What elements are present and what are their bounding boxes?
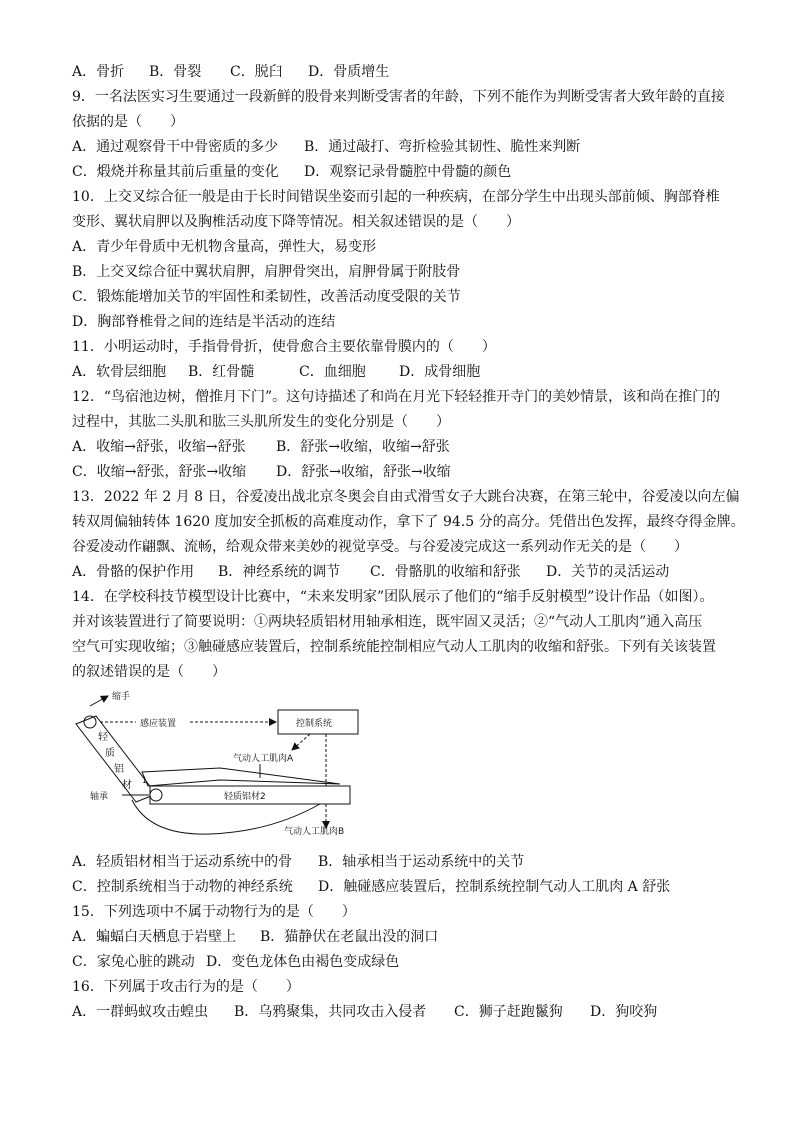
q13-option-b: B．神经系统的调节 [218, 564, 341, 580]
q13-stem-line-2: 转双周偏轴转体 1620 度加安全抓板的高难度动作，拿下了 94.5 分的高分。凭借出色发挥，最终夺得金牌。 [72, 514, 745, 530]
q8-option-d: D．骨质增生 [308, 64, 390, 80]
q8-option-a: A．骨折 [72, 64, 125, 80]
q16-option-c: C．狮子赶跑鬣狗 [454, 1004, 563, 1020]
q14-option-b: B．轴承相当于运动系统中的关节 [318, 854, 525, 870]
q11-stem-line-1: 11．小明运动时，手指骨骨折，使骨愈合主要依靠骨膜内的（ ） [72, 339, 496, 355]
q15-option-c: C．家兔心脏的跳动 [72, 954, 195, 970]
q16-option-a: A．一群蚂蚁攻击蝗虫 [72, 1004, 209, 1020]
q12-stem-line-2: 过程中，其肱二头肌和肱三头肌所发生的变化分别是（ ） [72, 414, 450, 430]
control-system-label: 控制系统 [296, 719, 333, 729]
bar1-char-5: 1 [142, 776, 148, 785]
q11-option-d: D．成骨细胞 [399, 364, 481, 380]
q14-stem-line-3: 空气可实现收缩；③触碰感应装置后，控制系统能控制相应气动人工肌肉的收缩和舒张。下列有关该装置 [72, 639, 716, 655]
q9-option-d: D．观察记录骨髓腔中骨髓的颜色 [304, 164, 512, 180]
q12-option-c: C．收缩→舒张，舒张→收缩 [72, 464, 247, 480]
muscle-b-label: 气动人工肌肉B [284, 827, 345, 837]
q11-option-b: B．红骨髓 [188, 364, 255, 380]
bar1-char-4: 材 [122, 780, 132, 791]
q10-stem-line-1: 10．上交叉综合征一般是由于长时间错误坐姿而引起的一种疾病，在部分学生中出现头部前倾、胸部脊椎 [72, 189, 720, 205]
control-to-muscle-a-line [292, 734, 310, 750]
q13-option-c: C．骨骼肌的收缩和舒张 [370, 564, 521, 580]
q15-option-d: D．变色龙体色由褐色变成绿色 [206, 954, 400, 970]
q14-stem-line-1: 14．在学校科技节模型设计比赛中，“未来发明家”团队展示了他们的“缩手反射模型”设计作品（如图）。 [72, 589, 714, 605]
hand-label: 缩手 [112, 692, 131, 702]
q10-stem-line-2: 变形、翼状肩胛以及胸椎活动度下降等情况。相关叙述错误的是（ ） [72, 214, 520, 230]
q8-option-c: C．脱臼 [230, 64, 283, 80]
q16-stem-line-1: 16．下列属于攻击行为的是（ ） [72, 979, 300, 995]
bar2-label: 轻质铝材2 [224, 792, 266, 802]
q9-option-c: C．煅烧并称量其前后重量的变化 [72, 164, 279, 180]
q16-option-d: D．狗咬狗 [590, 1004, 658, 1020]
q13-stem-line-1: 13．2022 年 2 月 8 日，谷爱凌出战北京冬奥会自由式滑雪女子大跳台决赛，在第三轮中，谷爱凌以向左偏 [72, 489, 740, 505]
hand-arrow [90, 696, 108, 706]
bearing-label: 轴承 [90, 792, 109, 802]
q13-stem-line-3: 谷爱凌动作翩飘、流畅，给观众带来美妙的视觉享受。与谷爱凌完成这一系列动作无关的是（ ） [72, 539, 688, 555]
sensor-circle [84, 716, 96, 728]
q10-option-d: D．胸部脊椎骨之间的连结是半活动的连结 [72, 314, 336, 330]
muscle-a [142, 768, 340, 786]
q9-stem-line-1: 9．一名法医实习生要通过一段新鲜的股骨来判断受害者的年龄，下列不能作为判断受害者大致年龄的直接 [72, 89, 725, 105]
muscle-a-label: 气动人工肌肉A [233, 754, 294, 764]
q15-option-b: B．猫静伏在老鼠出没的洞口 [260, 929, 439, 945]
sensor-label: 感应装置 [140, 719, 177, 729]
bar1-char-1: 轻 [98, 732, 108, 743]
q14-stem-line-2: 并对该装置进行了简要说明：①两块轻质铝材用轴承相连，既牢固又灵活；②“气动人工肌肉”通入高压 [72, 614, 703, 630]
q10-option-c: C．锻炼能增加关节的牢固性和柔韧性，改善活动度受限的关节 [72, 289, 461, 305]
q10-option-b: B．上交叉综合征中翼状肩胛，肩胛骨突出，肩胛骨属于附肢骨 [72, 264, 461, 280]
q11-option-c: C．血细胞 [299, 364, 366, 380]
q12-stem-line-1: 12．“鸟宿池边树，僧推月下门”。这句诗描述了和尚在月光下轻轻推开寺门的美妙情景，该和尚在推门的 [72, 389, 721, 405]
q13-option-a: A．骨骼的保护作用 [72, 564, 195, 580]
q15-stem-line-1: 15．下列选项中不属于动物行为的是（ ） [72, 904, 356, 920]
q8-option-b: B．骨裂 [149, 64, 202, 80]
q9-option-a: A．通过观察骨干中骨密质的多少 [72, 139, 279, 155]
q14-stem-line-4: 的叙述错误的是（ ） [72, 664, 226, 680]
q13-option-d: D．关节的灵活运动 [546, 564, 670, 580]
q16-option-b: B．乌鸦聚集，共同攻击入侵者 [234, 1004, 427, 1020]
q10-option-a: A．青少年骨质中无机物含量高，弹性大，易变形 [72, 239, 377, 255]
q9-option-b: B．通过敲打、弯折检验其韧性、脆性来判断 [304, 139, 581, 155]
bar1-char-3: 铝 [114, 764, 124, 775]
withdrawal-reflex-model-figure [70, 690, 370, 840]
q14-option-c: C．控制系统相当于动物的神经系统 [72, 879, 293, 895]
q14-option-d: D．触碰感应装置后，控制系统控制气动人工肌肉 A 舒张 [318, 879, 671, 895]
q9-stem-line-2: 依据的是（ ） [72, 114, 184, 130]
q12-option-d: D．舒张→收缩，舒张→收缩 [276, 464, 451, 480]
bar1-char-2: 质 [105, 748, 115, 759]
q12-option-b: B．舒张→收缩，收缩→舒张 [276, 439, 450, 455]
q11-option-a: A．软骨层细胞 [72, 364, 167, 380]
q15-option-a: A．蝙蝠白天栖息于岩壁上 [72, 929, 237, 945]
q14-option-a: A．轻质铝材相当于运动系统中的骨 [72, 854, 293, 870]
q12-option-a: A．收缩→舒张，收缩→舒张 [72, 439, 246, 455]
